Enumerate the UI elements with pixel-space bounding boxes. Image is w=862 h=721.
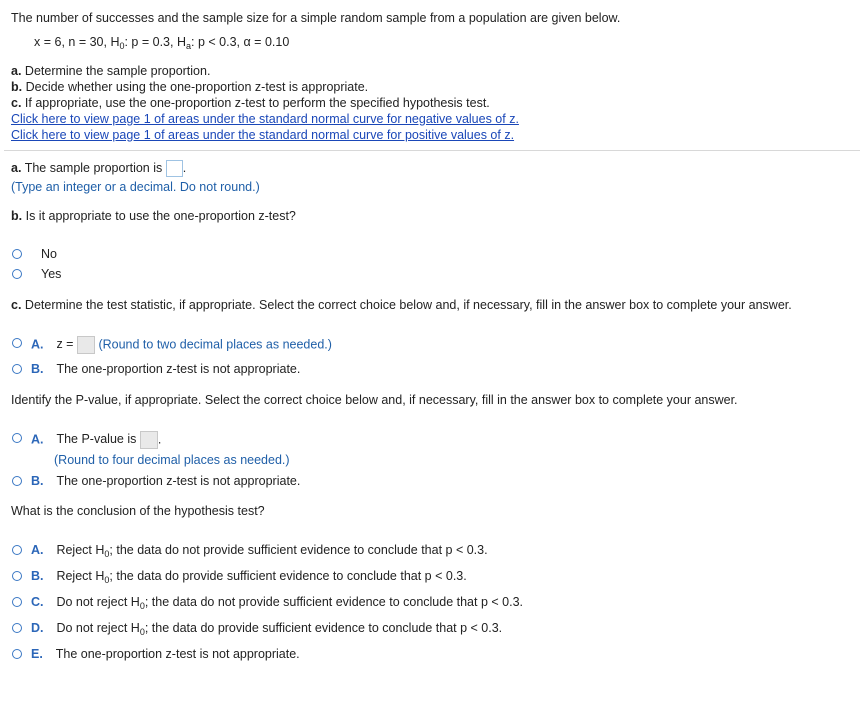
part-b-prompt: b. Is it appropriate to use the one-proportion z-test?: [11, 209, 296, 223]
conclusion-option-e: E. The one-proportion z-test is not appropriate.: [31, 647, 300, 661]
conclusion-option-c: C. Do not reject $H_0$; the data do not provide sufficient evidence to conclude that p < 0.3.: [31, 595, 523, 611]
pvalue-hint: (Round to four decimal places as needed.): [54, 453, 290, 467]
task-a: a. Determine the sample proportion.: [11, 64, 211, 78]
pvalue-choice-a: A. The P-value is .: [31, 431, 161, 449]
option-yes-label: Yes: [41, 267, 62, 281]
radio-z-choice-b[interactable]: [12, 364, 22, 374]
radio-yes[interactable]: [12, 269, 22, 279]
pvalue-choice-b: B. The one-proportion z-test is not appropriate.: [31, 474, 301, 488]
radio-conclusion-d[interactable]: [12, 623, 22, 633]
radio-z-choice-a[interactable]: [12, 338, 22, 348]
z-statistic-input[interactable]: [77, 336, 95, 354]
section-divider: [4, 150, 860, 151]
z-choice-b: B. The one-proportion z-test is not appropriate.: [31, 362, 301, 376]
link-negative-z-table[interactable]: Click here to view page 1 of areas under the standard normal curve for negative values of z.: [11, 112, 519, 126]
part-a-hint: (Type an integer or a decimal. Do not round.): [11, 180, 260, 194]
problem-params: x = 6, n = 30, $H_0$: p = 0.3, $H_a$: p < 0.3, α = 0.10: [34, 35, 290, 51]
problem-intro: The number of successes and the sample size for a simple random sample from a population are given below.: [11, 11, 621, 25]
task-b: b. Decide whether using the one-proportion z-test is appropriate.: [11, 80, 369, 94]
radio-conclusion-a[interactable]: [12, 545, 22, 555]
part-c-prompt: c. Determine the test statistic, if appropriate. Select the correct choice below and, if necessary, fill in the answer box to complete your answer.: [11, 298, 792, 312]
z-choice-a: A. z = (Round to two decimal places as needed.): [31, 336, 332, 354]
radio-pvalue-choice-b[interactable]: [12, 476, 22, 486]
pvalue-input[interactable]: [140, 431, 158, 449]
conclusion-prompt: What is the conclusion of the hypothesis test?: [11, 504, 265, 518]
option-no-label: No: [41, 247, 57, 261]
pvalue-prompt: Identify the P-value, if appropriate. Select the correct choice below and, if necessary, fill in the answer box to complete your answer.: [11, 393, 738, 407]
radio-conclusion-c[interactable]: [12, 597, 22, 607]
conclusion-option-b: B. Reject $H_0$; the data do provide sufficient evidence to conclude that p < 0.3.: [31, 569, 467, 585]
conclusion-option-d: D. Do not reject $H_0$; the data do provide sufficient evidence to conclude that p < 0.3.: [31, 621, 503, 637]
radio-conclusion-e[interactable]: [12, 649, 22, 659]
radio-conclusion-b[interactable]: [12, 571, 22, 581]
conclusion-option-a: A. Reject $H_0$; the data do not provide sufficient evidence to conclude that p < 0.3.: [31, 543, 488, 559]
radio-pvalue-choice-a[interactable]: [12, 433, 22, 443]
link-positive-z-table[interactable]: Click here to view page 1 of areas under the standard normal curve for positive values of z.: [11, 128, 515, 142]
part-a-prompt: a. The sample proportion is .: [11, 160, 186, 177]
radio-no[interactable]: [12, 249, 22, 259]
task-c: c. If appropriate, use the one-proportion z-test to perform the specified hypothesis test.: [11, 96, 490, 110]
sample-proportion-input[interactable]: [166, 160, 183, 177]
